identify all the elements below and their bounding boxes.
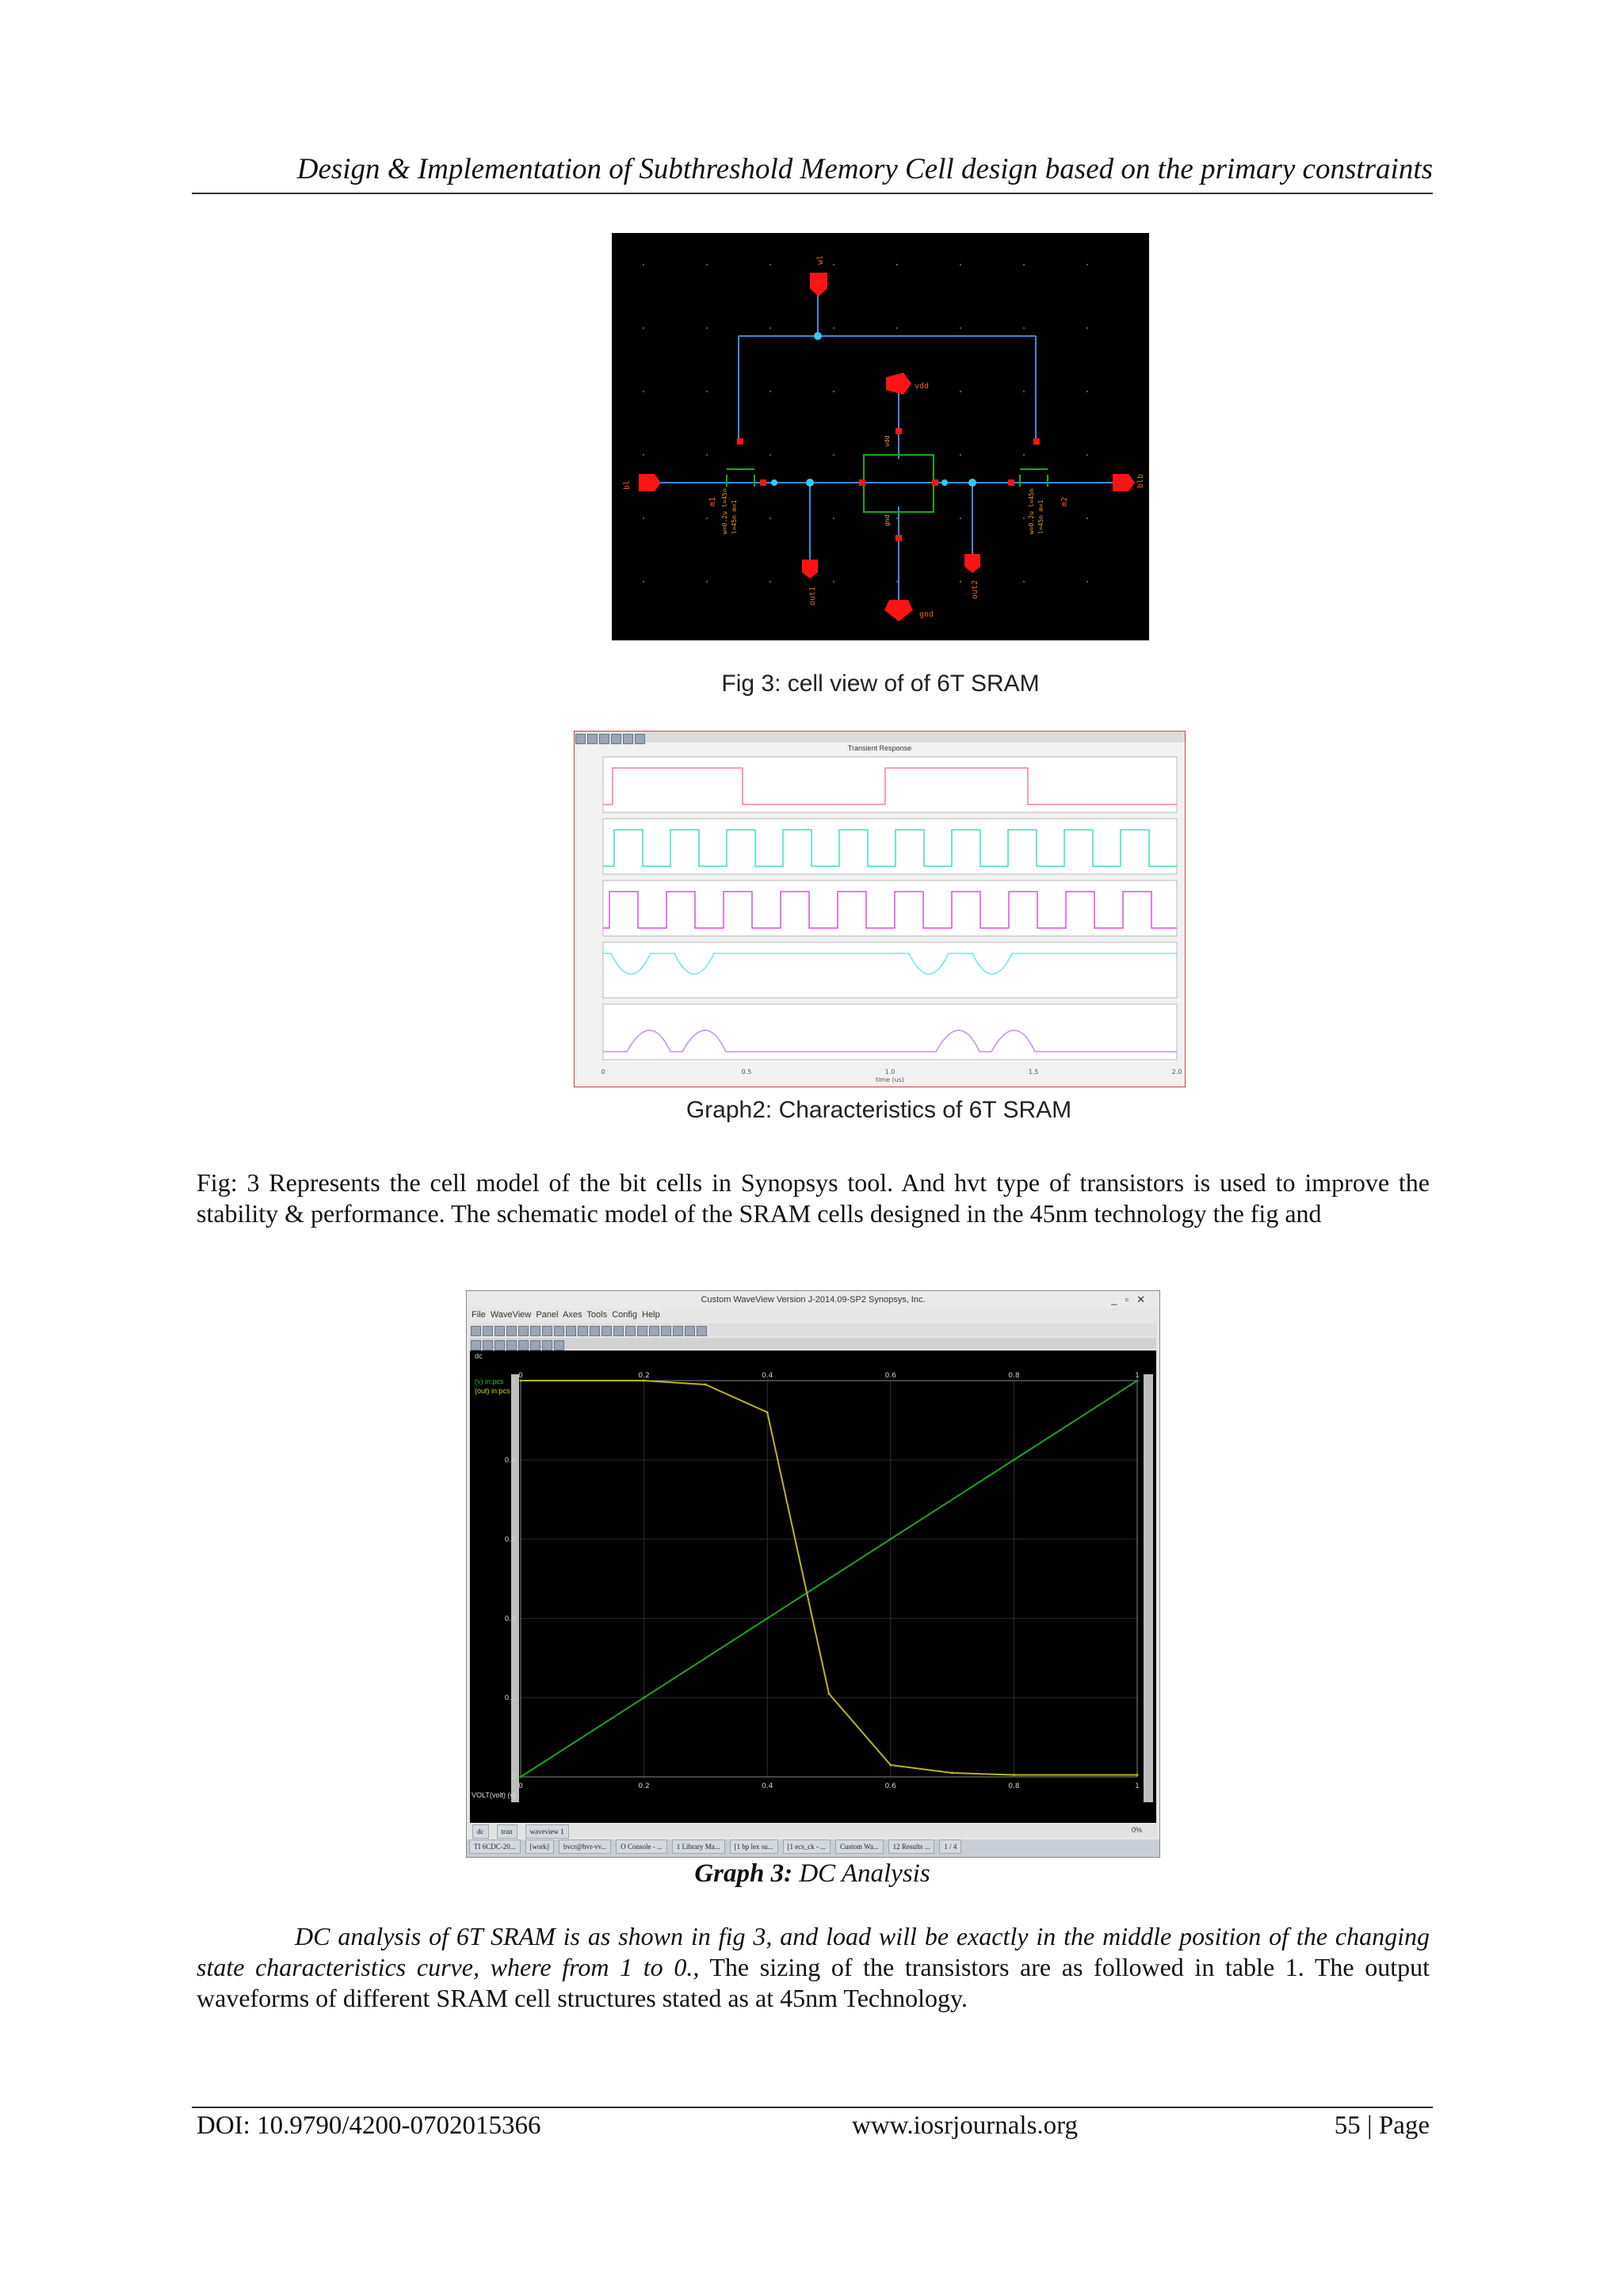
x-tick-label: 1 xyxy=(1135,1782,1140,1790)
grid-dot xyxy=(706,391,708,392)
taskbar-item[interactable]: [1 bp lex su... xyxy=(730,1839,778,1854)
pin-label: out1 xyxy=(808,586,817,606)
legend-entry[interactable]: (v) in:pcs xyxy=(475,1377,504,1385)
device-label: m1 xyxy=(708,496,717,506)
pin-label: out2 xyxy=(971,579,980,599)
figure1-caption: Fig 3: cell view of of 6T SRAM xyxy=(721,670,1040,697)
y-tick-label: 0.8 xyxy=(504,1457,516,1465)
waveform-panel xyxy=(470,1350,1156,1823)
vertical-scrollbar[interactable] xyxy=(1144,1374,1153,1802)
y-tick-label: 0.4 xyxy=(504,1615,516,1623)
grid-dot xyxy=(643,518,644,519)
series-line xyxy=(521,1381,1137,1777)
device-terminal xyxy=(1033,438,1040,445)
x-tick-label: 0.6 xyxy=(884,1782,896,1790)
footer-doi: DOI: 10.9790/4200-0702015366 xyxy=(197,2111,541,2140)
x-tick-label: 0.4 xyxy=(762,1782,773,1790)
transient-panel xyxy=(603,942,1177,998)
data-point xyxy=(951,1772,953,1775)
toolbar-icon[interactable] xyxy=(575,734,586,744)
grid-dot xyxy=(896,581,898,583)
toolbar-icon[interactable] xyxy=(542,1340,552,1350)
x-tick-label-top: 0.8 xyxy=(1008,1372,1020,1380)
x-axis-label: time (us) xyxy=(875,1076,905,1083)
grid-dot xyxy=(706,454,708,456)
grid-dot xyxy=(1023,518,1025,519)
taskbar-item[interactable]: 1 Library Ma... xyxy=(672,1839,725,1854)
grid-dot xyxy=(896,264,898,266)
waveview-window xyxy=(466,1290,1160,1858)
taskbar-item[interactable]: [1 ecs_ck - ... xyxy=(783,1839,831,1854)
data-point xyxy=(889,1538,892,1541)
svg-text:w=0.2u l=45n: w=0.2u l=45n xyxy=(721,488,728,534)
taskbar-item[interactable]: Custom Wa... xyxy=(835,1839,884,1854)
figure3-caption xyxy=(466,1859,1159,1889)
data-point xyxy=(705,1384,707,1386)
svg-text:vdd: vdd xyxy=(884,435,891,447)
grid-dot xyxy=(1023,391,1025,392)
device-terminal xyxy=(737,438,743,445)
pin-label: bl xyxy=(623,479,632,490)
taskbar-item[interactable]: TI 6CDC-20... xyxy=(469,1839,521,1854)
toolbar-icon[interactable] xyxy=(599,734,609,744)
toolbar-icon[interactable] xyxy=(518,1326,529,1336)
grid-dot xyxy=(769,581,771,583)
pin-out2 xyxy=(964,554,980,573)
grid-dot xyxy=(960,581,961,583)
window-controls[interactable]: _▫✕ xyxy=(1111,1293,1153,1305)
toolbar-icon[interactable] xyxy=(649,1326,659,1336)
toolbar-icon[interactable] xyxy=(623,734,633,744)
toolbar-icon[interactable] xyxy=(635,734,645,744)
device-terminal xyxy=(760,479,766,486)
schematic-figure xyxy=(612,233,1149,640)
header-rule xyxy=(192,193,1433,194)
data-point xyxy=(643,1697,645,1699)
grid-dot xyxy=(706,518,708,519)
x-tick-label: 0 xyxy=(518,1782,523,1790)
figure3-caption-text: DC Analysis xyxy=(792,1859,930,1888)
menu-waveview[interactable]: WaveView xyxy=(490,1310,532,1320)
footer-page-number: 55 | Page xyxy=(1334,2111,1430,2140)
transient-title: Transient Response xyxy=(847,744,912,752)
main-toolbar xyxy=(470,1324,1156,1336)
tab-dc[interactable]: dc xyxy=(472,1824,489,1839)
grid-dot xyxy=(1086,391,1088,392)
grid-dot xyxy=(960,327,961,329)
grid-dot xyxy=(1023,327,1025,329)
toolbar-icon[interactable] xyxy=(697,1326,707,1336)
svg-text:l=45n m=1: l=45n m=1 xyxy=(731,499,738,534)
grid-dot xyxy=(643,391,644,392)
toolbar-icon[interactable] xyxy=(613,1326,624,1336)
toolbar-icon[interactable] xyxy=(601,1326,612,1336)
legend-entry[interactable]: (out) in:pcs xyxy=(475,1387,510,1395)
grid-dot xyxy=(1023,581,1025,583)
grid-dot xyxy=(1086,454,1088,456)
grid-dot xyxy=(896,327,898,329)
footer-site[interactable]: www.iosrjournals.org xyxy=(852,2111,1079,2140)
taskbar-page: 1 / 4 xyxy=(939,1839,961,1854)
pin-blb xyxy=(1113,474,1135,491)
grid-dot xyxy=(833,581,834,583)
grid-dot xyxy=(833,454,834,456)
tab-tran[interactable]: tran xyxy=(497,1824,517,1839)
menu-panel[interactable]: Panel xyxy=(536,1310,559,1320)
svg-text:w=0.2u l=45n: w=0.2u l=45n xyxy=(1028,488,1035,534)
menu-tools[interactable]: Tools xyxy=(586,1310,608,1320)
junction-dot xyxy=(806,479,814,487)
x-tick-label-top: 0.4 xyxy=(762,1372,773,1380)
pin-wl xyxy=(810,273,827,296)
data-point xyxy=(520,1380,522,1382)
grid-dot xyxy=(769,454,771,456)
x-tick-label-top: 0 xyxy=(518,1372,523,1380)
grid-dot xyxy=(769,264,771,266)
figure2-caption: Graph2: Characteristics of 6T SRAM xyxy=(685,1097,1072,1123)
footer-rule xyxy=(192,2107,1433,2108)
data-point xyxy=(643,1380,645,1382)
pin-gnd xyxy=(884,600,913,621)
device-terminal xyxy=(896,535,902,541)
y-tick-label: 0.2 xyxy=(504,1694,516,1702)
running-header: Design & Implementation of Subthreshold Memory Cell design based on the primary constraints xyxy=(296,153,1433,185)
grid-dot xyxy=(643,454,644,456)
junction-dot xyxy=(771,479,777,486)
menu-file[interactable]: File xyxy=(472,1310,486,1320)
x-tick-label-top: 0.2 xyxy=(638,1372,650,1380)
menu-help[interactable]: Help xyxy=(642,1310,660,1320)
grid-dot xyxy=(706,264,708,266)
grid-dot xyxy=(1086,581,1088,583)
toolbar-icon[interactable] xyxy=(611,734,621,744)
body-paragraph: Fig: 3 Represents the cell model of the bit cells in Synopsys tool. And hvt type of transistors is used to improve the stability & performance. The schematic model of the SRAM cells designed in the 45nm technology the fig and xyxy=(197,1168,1430,1228)
taskbar-item[interactable]: 12 Results ... xyxy=(888,1839,935,1854)
toolbar-icon[interactable] xyxy=(471,1326,481,1336)
grid-dot xyxy=(706,327,708,329)
data-point xyxy=(1013,1774,1015,1776)
transient-plots xyxy=(575,754,1185,1087)
schematic-canvas xyxy=(612,233,1149,640)
toolbar-icon[interactable] xyxy=(578,1326,588,1336)
taskbar-item[interactable]: bvcr@bvr-vv... xyxy=(559,1839,611,1854)
transient-toolbar xyxy=(575,732,1185,743)
x-tick-label: 0.2 xyxy=(638,1782,650,1790)
toolbar-icon[interactable] xyxy=(506,1326,517,1336)
grid-dot xyxy=(833,518,834,519)
toolbar-icon[interactable] xyxy=(518,1340,529,1350)
toolbar-icon[interactable] xyxy=(637,1326,647,1336)
pin-out1 xyxy=(802,560,818,579)
x-tick-label: 0 xyxy=(601,1068,605,1075)
grid-dot xyxy=(643,327,644,329)
pin-label: blb xyxy=(1136,473,1145,488)
body-paragraph-dc xyxy=(197,1921,1430,2014)
dc-chart xyxy=(504,1366,1144,1810)
x-tick-label-top: 1 xyxy=(1135,1372,1140,1380)
junction-dot xyxy=(941,479,948,486)
toolbar-icon[interactable] xyxy=(625,1326,636,1336)
data-point xyxy=(828,1693,831,1695)
junction-dot xyxy=(968,479,976,487)
toolbar-icon[interactable] xyxy=(587,734,598,744)
data-point xyxy=(766,1412,769,1414)
junction-dot xyxy=(814,332,822,340)
grid-dot xyxy=(1086,518,1088,519)
secondary-toolbar xyxy=(470,1338,1156,1349)
toolbar-icon[interactable] xyxy=(471,1340,481,1350)
pin-label: wl xyxy=(816,254,825,265)
grid-dot xyxy=(1086,264,1088,266)
toolbar-icon[interactable] xyxy=(495,1340,505,1350)
dc-analysis-italic: DC analysis of 6T SRAM is as shown in fig 3, and load will be exactly in the middle position of the changing state characteristics curve, where from 1 to 0., xyxy=(197,1922,1430,1981)
device-label: m2 xyxy=(1060,496,1069,506)
taskbar-item[interactable]: [work] xyxy=(525,1839,555,1854)
data-point xyxy=(1136,1380,1139,1382)
menu-axes[interactable]: Axes xyxy=(563,1310,582,1320)
grid-dot xyxy=(643,581,644,583)
toolbar-icon[interactable] xyxy=(554,1326,564,1336)
panel-label: dc xyxy=(475,1352,483,1360)
grid-dot xyxy=(896,518,898,519)
toolbar-icon[interactable] xyxy=(685,1326,695,1336)
figure3-caption-label: Graph 3: xyxy=(694,1859,793,1888)
pin-bl xyxy=(639,474,661,491)
grid-dot xyxy=(960,264,961,266)
toolbar-icon[interactable] xyxy=(566,1326,576,1336)
panel-tabs xyxy=(470,1824,1156,1837)
grid-dot xyxy=(643,264,644,266)
grid-dot xyxy=(769,327,771,329)
device-terminal xyxy=(896,428,902,434)
progress-indicator: 0% xyxy=(1131,1826,1142,1834)
grid-dot xyxy=(1086,327,1088,329)
grid-dot xyxy=(1023,264,1025,266)
grid-dot xyxy=(833,264,834,266)
data-point xyxy=(1136,1774,1139,1776)
x-tick-label: 0.5 xyxy=(741,1068,752,1075)
toolbar-icon[interactable] xyxy=(483,1340,493,1350)
x-tick-label-top: 0.6 xyxy=(884,1372,896,1380)
grid-dot xyxy=(706,581,708,583)
grid-dot xyxy=(833,391,834,392)
toolbar-icon[interactable] xyxy=(673,1326,683,1336)
svg-text:l=45n m=1: l=45n m=1 xyxy=(1037,499,1044,534)
menu-bar xyxy=(472,1310,660,1321)
x-tick-label: 1.5 xyxy=(1028,1068,1039,1075)
transient-figure xyxy=(574,731,1186,1087)
y-tick-label: 1 xyxy=(511,1377,516,1385)
pin-label: gnd xyxy=(919,610,934,619)
grid-dot xyxy=(960,518,961,519)
toolbar-icon[interactable] xyxy=(483,1326,493,1336)
device-terminal xyxy=(859,479,865,486)
toolbar-icon[interactable] xyxy=(530,1326,540,1336)
os-taskbar xyxy=(467,1839,1159,1857)
x-tick-label: 1.0 xyxy=(884,1068,896,1075)
y-tick-label: 0 xyxy=(511,1774,516,1782)
grid-dot xyxy=(1023,454,1025,456)
dc-analysis-text: The sizing of the transistors are as followed in table 1. The output waveforms of different SRAM cell structures stated as at 45nm Technology. xyxy=(197,1953,1430,2012)
waveview-title: Custom WaveView Version J-2014.09-SP2 Synopsys, Inc. xyxy=(467,1291,1159,1308)
data-point xyxy=(1013,1459,1015,1461)
data-point xyxy=(766,1618,769,1620)
data-point xyxy=(889,1764,892,1767)
x-axis-title: VOLT(volt) (v) xyxy=(472,1791,516,1799)
panel-splitter[interactable] xyxy=(511,1374,519,1802)
y-tick-label: 0.6 xyxy=(504,1536,516,1544)
grid-dot xyxy=(769,518,771,519)
svg-text:gnd: gnd xyxy=(884,514,891,526)
grid-dot xyxy=(769,391,771,392)
toolbar-icon[interactable] xyxy=(530,1340,540,1350)
toolbar-icon[interactable] xyxy=(542,1326,552,1336)
toolbar-icon[interactable] xyxy=(661,1326,671,1336)
menu-config[interactable]: Config xyxy=(612,1310,637,1320)
toolbar-icon[interactable] xyxy=(495,1326,505,1336)
device-terminal xyxy=(1008,479,1014,486)
x-tick-label: 0.8 xyxy=(1008,1782,1020,1790)
toolbar-icon[interactable] xyxy=(590,1326,600,1336)
grid-dot xyxy=(960,391,961,392)
toolbar-icon[interactable] xyxy=(554,1340,564,1350)
tab-waveview-1[interactable]: waveview 1 xyxy=(525,1824,569,1839)
device-terminal xyxy=(932,479,938,486)
grid-dot xyxy=(833,327,834,329)
toolbar-icon[interactable] xyxy=(506,1340,517,1350)
data-point xyxy=(520,1776,522,1778)
x-tick-label: 2.0 xyxy=(1171,1068,1182,1075)
pin-vdd xyxy=(886,372,911,395)
grid-dot xyxy=(960,454,961,456)
pin-label: vdd xyxy=(915,382,930,391)
taskbar-item[interactable]: O Console - ... xyxy=(616,1839,667,1854)
